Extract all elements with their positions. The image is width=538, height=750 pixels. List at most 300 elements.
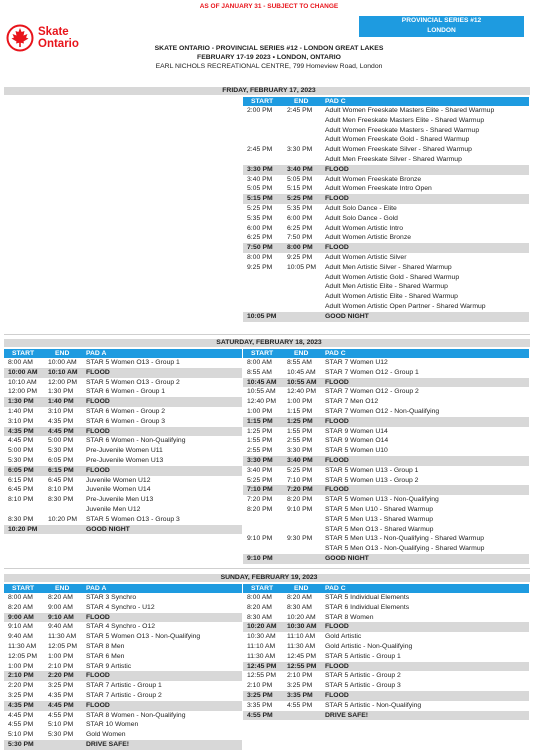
event-name: STAR 4 Synchro - O12 <box>86 623 156 631</box>
event-name: FLOOD <box>86 672 110 680</box>
flood-row <box>4 368 242 378</box>
start-time: 3:35 PM <box>247 701 273 709</box>
start-time: 8:20 PM <box>247 506 273 513</box>
end-time: 9:10 PM <box>287 506 313 513</box>
flood-row <box>243 378 529 388</box>
schedule-row <box>243 233 529 243</box>
schedule-row <box>243 175 529 185</box>
schedule-row <box>243 603 529 613</box>
start-time: 1:15 PM <box>247 417 273 425</box>
logo-line-2: Ontario <box>38 38 79 50</box>
event-name: FLOOD <box>325 486 349 494</box>
schedule-row <box>243 126 529 136</box>
end-time: 1:00 PM <box>48 652 74 660</box>
end-time: 10:30 AM <box>287 623 317 631</box>
start-time: 4:55 PM <box>8 721 34 729</box>
series-badge-line-2: LONDON <box>427 27 456 34</box>
end-time: 7:10 PM <box>287 476 313 484</box>
event-name: STAR 5 Women U13 - Group 2 <box>325 476 419 484</box>
start-time: 6:15 PM <box>8 476 34 484</box>
event-name: Adult Women Freeskate Intro Open <box>325 185 432 193</box>
event-name: STAR 5 Women U13 - Group 1 <box>325 466 419 474</box>
end-time: 4:55 PM <box>287 701 313 709</box>
event-name: Juvenile Men U12 <box>86 506 141 513</box>
end-time: 2:10 PM <box>48 662 74 670</box>
schedule-row <box>4 485 242 495</box>
schedule-row <box>243 671 529 681</box>
schedule-row <box>243 495 529 505</box>
end-time: 5:30 PM <box>48 447 74 455</box>
start-time: 1:40 PM <box>8 408 34 415</box>
end-time: 9:10 AM <box>48 613 74 621</box>
schedule-row <box>243 135 529 145</box>
event-name: FLOOD <box>86 368 110 376</box>
start-time: 3:25 PM <box>247 692 273 699</box>
end-time: 11:30 AM <box>287 643 316 650</box>
event-name: STAR 5 Women U10 <box>325 447 388 455</box>
schedule-row <box>4 593 242 603</box>
end-time: 3:30 PM <box>287 146 313 154</box>
event-name: STAR 10 Women <box>86 721 139 729</box>
start-time: 2:45 PM <box>247 146 273 154</box>
start-time: 8:00 PM <box>247 254 273 261</box>
event-name: Adult Women Freeskate Bronze <box>325 175 422 183</box>
schedule-row <box>4 652 242 662</box>
column-header <box>4 349 242 358</box>
event-name: STAR 6 Men <box>86 652 125 660</box>
event-name: STAR 5 Men U13 - Non-Qualifying - Shared Warmup <box>325 535 485 543</box>
event-name: FLOOD <box>325 417 349 425</box>
start-time: 3:30 PM <box>247 457 273 464</box>
event-name: Adult Women Freeskate Masters Elite - Shared Warmup <box>325 107 495 114</box>
event-name: DRIVE SAFE! <box>86 741 130 748</box>
section-divider <box>4 334 530 335</box>
end-time: 6:15 PM <box>48 466 74 474</box>
schedule-row <box>243 302 529 312</box>
event-name: Adult Women Artistic Bronze <box>325 234 412 242</box>
start-time: 10:45 AM <box>247 378 277 386</box>
col-pad: PAD A <box>86 350 107 357</box>
event-name: FLOOD <box>86 466 110 474</box>
col-end: END <box>55 585 70 592</box>
end-time: 10:20 PM <box>48 515 78 523</box>
end-time: 9:40 AM <box>48 623 73 631</box>
schedule-row <box>4 603 242 613</box>
start-time: 3:30 PM <box>247 165 273 173</box>
end-time: 1:30 PM <box>48 388 74 396</box>
event-name: STAR 5 Individual Elements <box>325 594 410 601</box>
end-time: 3:40 PM <box>287 165 313 173</box>
event-name: FLOOD <box>325 623 349 631</box>
event-name: STAR 5 Artistic - Group 1 <box>325 652 401 660</box>
day-title: FRIDAY, FEBRUARY 17, 2023 <box>222 87 316 94</box>
start-time: 8:30 PM <box>8 515 34 523</box>
event-name: DRIVE SAFE! <box>325 711 369 719</box>
schedule-row <box>243 204 529 214</box>
event-name: Adult Women Freeskate Masters - Shared Warmup <box>325 126 480 134</box>
schedule-row <box>243 387 529 397</box>
start-time: 10:10 AM <box>8 378 37 386</box>
flood-row <box>243 456 529 466</box>
event-name: Adult Men Artistic Elite - Shared Warmup <box>325 283 448 291</box>
schedule-row <box>4 681 242 691</box>
end-time: 9:00 AM <box>48 603 73 611</box>
start-time: 4:45 PM <box>8 437 34 445</box>
event-name: STAR 7 Men O12 <box>325 398 379 406</box>
end-time: 5:00 PM <box>48 437 74 445</box>
schedule-row <box>4 632 242 642</box>
end-time: 6:45 PM <box>48 476 74 484</box>
end-time: 3:10 PM <box>48 408 74 415</box>
event-name: STAR 5 Artistic - Group 3 <box>325 682 401 690</box>
schedule-row <box>243 701 529 711</box>
schedule-row <box>4 417 242 427</box>
end-time: 12:05 PM <box>48 643 78 650</box>
schedule-row <box>4 476 242 486</box>
event-name: STAR 7 Women U12 <box>325 359 388 366</box>
schedule-row <box>243 525 529 535</box>
event-name: STAR 7 Artistic - Group 1 <box>86 682 162 690</box>
schedule-row <box>243 253 529 263</box>
event-name: Pre-Juvenile Men U13 <box>86 496 154 504</box>
schedule-row <box>243 214 529 224</box>
schedule-row <box>243 368 529 378</box>
start-time: 3:40 PM <box>247 466 273 474</box>
col-start: START <box>251 350 274 357</box>
event-name: Adult Men Freeskate Masters Elite - Shared Warmup <box>325 116 485 124</box>
schedule-row <box>243 436 529 446</box>
end-time: 5:30 PM <box>48 731 74 739</box>
flood-row <box>4 525 242 535</box>
schedule-row <box>243 466 529 476</box>
col-end: END <box>294 350 309 357</box>
start-time: 5:00 PM <box>8 447 34 455</box>
event-name: Gold Artistic - Non-Qualifying <box>325 643 413 650</box>
flood-row <box>243 243 529 253</box>
event-name: Adult Women Artistic Intro <box>325 224 404 232</box>
column-header <box>243 97 529 106</box>
start-time: 3:40 PM <box>247 175 273 183</box>
schedule-row <box>243 407 529 417</box>
event-name: STAR 9 Artistic <box>86 662 132 670</box>
start-time: 1:00 PM <box>247 408 273 415</box>
event-name: STAR 5 Women U13 - Non-Qualifying <box>325 496 439 504</box>
end-time: 3:35 PM <box>287 692 313 699</box>
end-time: 8:30 PM <box>48 496 74 504</box>
end-time: 5:15 PM <box>287 185 313 193</box>
event-name: STAR 6 Women - Group 3 <box>86 417 166 425</box>
column-header <box>243 584 529 593</box>
schedule-row <box>4 407 242 417</box>
event-name: STAR 3 Synchro <box>86 594 137 601</box>
schedule-row <box>243 642 529 652</box>
flood-row <box>243 194 529 204</box>
schedule-row <box>243 224 529 234</box>
start-time: 6:45 PM <box>8 486 34 494</box>
schedule-row <box>4 436 242 446</box>
start-time: 9:10 AM <box>8 623 33 631</box>
event-name: FLOOD <box>325 378 349 386</box>
start-time: 12:55 PM <box>247 672 277 680</box>
start-time: 7:20 PM <box>247 496 273 504</box>
schedule-row <box>243 263 529 273</box>
start-time: 8:55 AM <box>247 368 272 376</box>
start-time: 8:30 AM <box>247 613 272 621</box>
end-time: 11:10 AM <box>287 633 316 641</box>
start-time: 10:30 AM <box>247 633 276 641</box>
event-name: STAR 6 Women - Group 1 <box>86 388 166 396</box>
schedule-row <box>243 652 529 662</box>
notice-banner: AS OF JANUARY 31 - SUBJECT TO CHANGE <box>199 3 339 10</box>
schedule-row <box>243 282 529 292</box>
start-time: 12:40 PM <box>247 398 277 406</box>
schedule-row <box>4 387 242 397</box>
flood-row <box>243 691 529 701</box>
flood-row <box>4 701 242 711</box>
event-name: FLOOD <box>325 692 349 699</box>
event-name: Adult Women Artistic Elite - Shared Warmup <box>325 293 458 301</box>
flood-row <box>4 466 242 476</box>
col-pad: PAD C <box>325 98 346 105</box>
start-time: 8:00 AM <box>247 594 272 601</box>
end-time: 1:15 PM <box>287 408 313 415</box>
schedule-row <box>4 378 242 388</box>
start-time: 9:10 PM <box>247 555 273 562</box>
schedule-row <box>4 720 242 730</box>
start-time: 2:10 PM <box>247 682 273 690</box>
col-start: START <box>251 98 274 105</box>
schedule-row <box>4 358 242 368</box>
event-name: FLOOD <box>86 701 110 709</box>
end-time: 4:35 PM <box>48 692 74 699</box>
start-time: 4:35 PM <box>8 427 34 435</box>
start-time: 2:55 PM <box>247 447 273 455</box>
col-start: START <box>251 585 274 592</box>
event-name: FLOOD <box>325 165 349 173</box>
flood-row <box>4 427 242 437</box>
start-time: 8:00 AM <box>247 359 272 366</box>
event-name: GOOD NIGHT <box>325 312 369 320</box>
end-time: 10:00 AM <box>48 359 77 366</box>
end-time: 8:20 AM <box>48 594 73 601</box>
col-pad: PAD A <box>86 585 107 592</box>
end-time: 1:40 PM <box>48 398 74 406</box>
start-time: 8:20 AM <box>8 603 33 611</box>
start-time: 1:00 PM <box>8 662 34 670</box>
flood-row <box>243 662 529 672</box>
start-time: 8:00 AM <box>8 594 33 601</box>
start-time: 5:10 PM <box>8 731 34 739</box>
event-name: FLOOD <box>325 457 349 464</box>
event-name: STAR 7 Artistic - Group 2 <box>86 692 162 699</box>
schedule-row <box>4 730 242 740</box>
event-name: Adult Women Freeskate Gold - Shared Warmup <box>325 136 470 144</box>
end-time: 8:30 AM <box>287 603 312 611</box>
end-time: 10:45 AM <box>287 368 316 376</box>
start-time: 9:40 AM <box>8 633 33 641</box>
end-time: 2:10 PM <box>287 672 313 680</box>
start-time: 11:30 AM <box>247 652 276 660</box>
flood-row <box>243 554 529 564</box>
schedule-row <box>4 711 242 721</box>
day-title: SATURDAY, FEBRUARY 18, 2023 <box>216 339 322 346</box>
start-time: 8:20 AM <box>247 603 272 611</box>
event-name: FLOOD <box>325 195 349 203</box>
event-name: Adult Women Artistic Silver <box>325 254 407 261</box>
schedule-row <box>243 544 529 554</box>
start-time: 7:50 PM <box>247 244 273 252</box>
start-time: 4:45 PM <box>8 711 34 719</box>
start-time: 6:05 PM <box>8 466 34 474</box>
schedule-row <box>243 505 529 515</box>
start-time: 1:55 PM <box>247 437 273 445</box>
end-time: 9:30 PM <box>287 535 313 543</box>
event-name: Pre-Juvenile Women U13 <box>86 457 164 464</box>
event-name: STAR 7 Women O12 - Group 2 <box>325 388 419 396</box>
event-name: STAR 9 Women O14 <box>325 437 389 445</box>
schedule-row <box>243 446 529 456</box>
series-badge <box>359 16 524 37</box>
schedule-row <box>4 495 242 505</box>
start-time: 8:00 AM <box>8 359 33 366</box>
col-pad: PAD C <box>325 585 346 592</box>
flood-row <box>4 397 242 407</box>
flood-row <box>243 711 529 721</box>
event-name: STAR 8 Women - Non-Qualifying <box>86 711 186 719</box>
schedule-row <box>243 613 529 623</box>
event-venue: EARL NICHOLS RECREATIONAL CENTRE, 799 Homeview Road, London <box>155 63 383 70</box>
end-time: 4:45 PM <box>48 427 74 435</box>
col-end: END <box>294 585 309 592</box>
flood-row <box>243 165 529 175</box>
end-time: 12:45 PM <box>287 652 317 660</box>
start-time: 1:25 PM <box>247 427 273 435</box>
end-time: 5:25 PM <box>287 466 313 474</box>
series-badge-line-1: PROVINCIAL SERIES #12 <box>401 17 482 24</box>
start-time: 4:55 PM <box>247 711 273 719</box>
end-time: 1:00 PM <box>287 398 313 406</box>
flood-row <box>243 485 529 495</box>
end-time: 6:00 PM <box>287 214 313 222</box>
event-name: STAR 5 Men U13 - Shared Warmup <box>325 515 434 523</box>
event-name: STAR 8 Women <box>325 613 374 621</box>
event-title: SKATE ONTARIO - PROVINCIAL SERIES #12 - LONDON GREAT LAKES <box>154 45 384 52</box>
start-time: 1:30 PM <box>8 398 34 406</box>
start-time: 5:30 PM <box>8 457 34 464</box>
schedule-row <box>4 622 242 632</box>
start-time: 11:30 AM <box>8 643 37 650</box>
col-pad: PAD C <box>325 350 346 357</box>
end-time: 4:55 PM <box>48 711 74 719</box>
event-name: Gold Artistic <box>325 633 362 641</box>
event-name: STAR 5 Women O13 - Group 3 <box>86 515 180 523</box>
event-name: Adult Solo Dance - Elite <box>325 205 397 212</box>
schedule-row <box>243 476 529 486</box>
schedule-row <box>243 184 529 194</box>
end-time: 12:55 PM <box>287 662 317 670</box>
event-name: Gold Women <box>86 731 126 739</box>
start-time: 5:05 PM <box>247 185 273 193</box>
schedule-row <box>243 106 529 116</box>
event-name: Adult Men Artistic Silver - Shared Warmup <box>325 263 452 271</box>
schedule-row <box>243 681 529 691</box>
event-name: STAR 9 Women U14 <box>325 427 388 435</box>
start-time: 5:30 PM <box>8 741 34 748</box>
start-time: 4:35 PM <box>8 701 34 709</box>
event-name: STAR 5 Women O13 - Group 2 <box>86 378 180 386</box>
event-name: STAR 7 Women O12 - Group 1 <box>325 368 419 376</box>
start-time: 2:20 PM <box>8 682 34 690</box>
schedule-row <box>4 691 242 701</box>
event-name: FLOOD <box>86 427 110 435</box>
col-end: END <box>294 98 309 105</box>
start-time: 5:25 PM <box>247 205 273 212</box>
flood-row <box>4 671 242 681</box>
col-end: END <box>55 350 70 357</box>
end-time: 5:35 PM <box>287 205 313 212</box>
schedule-row <box>243 145 529 155</box>
start-time: 6:00 PM <box>247 224 273 232</box>
schedule-row <box>243 534 529 544</box>
start-time: 8:10 PM <box>8 496 34 504</box>
event-name: Pre-Juvenile Women U11 <box>86 447 163 455</box>
event-name: STAR 6 Individual Elements <box>325 603 410 611</box>
start-time: 11:10 AM <box>247 643 276 650</box>
end-time: 7:50 PM <box>287 234 313 242</box>
schedule-row <box>4 662 242 672</box>
end-time: 10:10 AM <box>48 368 78 376</box>
col-start: START <box>12 350 35 357</box>
event-dates: FEBRUARY 17-19 2023 • LONDON, ONTARIO <box>197 54 341 61</box>
start-time: 5:35 PM <box>247 214 273 222</box>
schedule-row <box>4 505 242 515</box>
event-name: Adult Women Artistic Gold - Shared Warmup <box>325 273 460 281</box>
event-name: STAR 5 Men U10 - Shared Warmup <box>325 506 434 513</box>
start-time: 7:10 PM <box>247 486 273 494</box>
end-time: 3:25 PM <box>48 682 74 690</box>
start-time: 10:00 AM <box>8 368 38 376</box>
schedule-row <box>4 456 242 466</box>
end-time: 4:35 PM <box>48 417 74 425</box>
end-time: 2:45 PM <box>287 107 313 114</box>
end-time: 2:20 PM <box>48 672 74 680</box>
column-header <box>243 349 529 358</box>
end-time: 1:25 PM <box>287 417 313 425</box>
end-time: 2:55 PM <box>287 437 313 445</box>
event-name: STAR 5 Men O13 - Non-Qualifying - Shared Warmup <box>325 545 485 553</box>
end-time: 3:25 PM <box>287 682 313 690</box>
start-time: 12:00 PM <box>8 388 38 396</box>
end-time: 1:55 PM <box>287 427 313 435</box>
end-time: 7:20 PM <box>287 486 313 494</box>
event-name: Juvenile Women U12 <box>86 476 151 484</box>
schedule-row <box>243 292 529 302</box>
schedule-row <box>243 632 529 642</box>
event-name: Adult Solo Dance - Gold <box>325 214 398 222</box>
event-name: STAR 5 Artistic - Group 2 <box>325 672 401 680</box>
schedule-row <box>243 593 529 603</box>
event-name: Juvenile Women U14 <box>86 486 151 494</box>
logo-line-1: Skate <box>38 26 69 38</box>
event-name: GOOD NIGHT <box>86 525 130 533</box>
schedule-row <box>243 515 529 525</box>
event-name: Adult Men Freeskate Silver - Shared Warmup <box>325 156 462 163</box>
event-name: STAR 5 Women O13 - Group 1 <box>86 359 180 366</box>
day-title: SUNDAY, FEBRUARY 19, 2023 <box>220 574 318 581</box>
event-name: STAR 5 Women O13 - Non-Qualifying <box>86 633 201 641</box>
start-time: 2:00 PM <box>247 107 273 114</box>
schedule-row <box>4 446 242 456</box>
